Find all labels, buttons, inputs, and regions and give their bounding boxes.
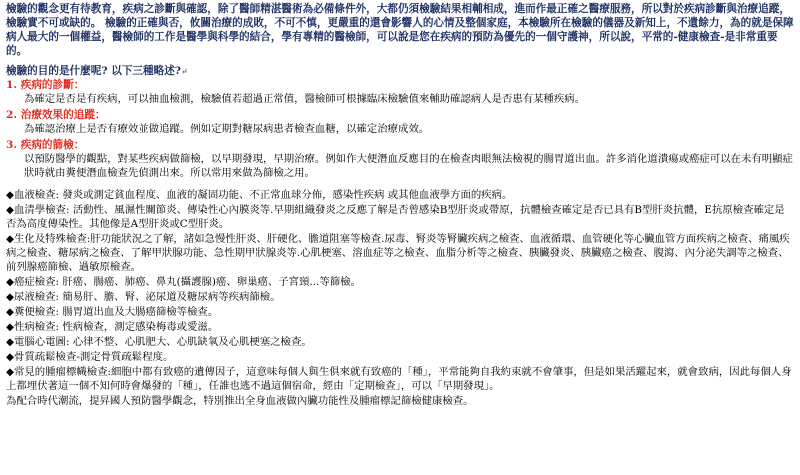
section-1-title-text: 疾病的診斷： (20, 79, 85, 91)
bullet-tumor-marker-test: ◆常見的腫瘤標幟檢查:細胞中都有致癌的遺傳因子，這意味每個人與生俱來就有致癌的「種」，平常能夠自我約束就不會肇事，但是如果活躍起來，就會致病，因此每個人身上都埋伏著這一個不知何時會爆發的「種」，任誰也逃不過這個宿命，經由「定期檢查」，可以「早期發現」。 (6, 366, 792, 392)
bullet-stool-test: ◆糞便檢查: 腸胃道出血及大腸癌篩檢等檢查。 (6, 306, 219, 318)
bullet-blood-test: ◆血液檢查: 發炎或測定貧血程度、血液的凝固功能、不正常血球分佈，感染性疾病 或其他血液學方面的疾病。 (6, 189, 513, 201)
section-1-body: 為確定是否是有疾病，可以抽血檢測，檢驗值若超過正常值，醫檢師可根據臨床檢驗值來輔助確認病人是否患有某種疾病。 (24, 93, 586, 105)
bullet-ecg-test: ◆電腦心電圖: 心律不整、心肌肥大、心肌缺氧及心肌梗塞之檢查。 (6, 336, 312, 348)
closing-paragraph: 為配合時代潮流，提昇國人預防醫學觀念，特別推出全身血液做內臟功能性及腫瘤標記篩檢健康檢查。 (6, 395, 474, 407)
section-2-title-text: 治療效果的追蹤： (20, 109, 106, 121)
bullet-serology-test: ◆血清學檢查: 活動性、風濕性關節炎、傳染性心內膜炎等.早期組織發炎之反應了解是否曾感染B型肝炎或帶原，抗體檢查確定是否已具有B型肝炎抗體，E抗原檢查確定是否為高度傳染性。其他像是A型肝炎或C型肝炎。 (6, 204, 785, 230)
section-3-body: 以預防醫學的觀點，對某些疾病做篩檢，以早期發現，早期治療。例如作大便潛血反應目的在檢查肉眼無法檢視的腸胃道出血。許多消化道潰瘍或癌症可以在未有明顯症狀時就由糞便潛血檢查先偵測出來。所以常用來做為篩檢之用。 (24, 153, 793, 179)
section-2-title (6, 108, 794, 122)
return-mark: ↵ (181, 66, 188, 76)
section-1-title (6, 78, 794, 92)
intro-paragraph: 檢驗的觀念更有待教育，疾病之診斷與確認，除了醫師精湛醫術為必備條件外，大都仍須檢驗結果相輔相成，進而作最正確之醫療服務，所以對於疾病診斷與治療追蹤，檢驗實不可或缺的。 檢驗的正確與否，攸關治療的成敗，不可不慎，更嚴重的還會影響人的心情及整個家庭，本檢驗所在檢驗的儀器及新知上，不遺餘力，為的就是保障病人最大的一個權益，醫檢師的工作是醫學與科學的結合，學有專精的醫檢師，可以說是您在疾病的預防為優先的一個守護神，所以說，平常的-健康檢查-是非常重要的。 (6, 3, 794, 57)
bullet-bone-density-test: ◆骨質疏鬆檢查-測定骨質疏鬆程度。 (6, 351, 174, 363)
bullet-cancer-test: ◆癌症檢查: 肝癌、腸癌、肺癌、鼻丸(攝護腺)癌、卵巢癌、子宮頸...等篩檢。 (6, 276, 361, 288)
section-1-number: 1. (6, 79, 21, 91)
section-2-number: 2. (6, 109, 21, 121)
section-3-number: 3. (6, 139, 21, 151)
question-heading (6, 64, 794, 78)
bullet-biochem-test: ◆生化及特殊檢查:肝功能狀況之了解，諸如急慢性肝炎、肝硬化、膽道阻塞等檢查.尿毒、腎炎等腎臟疾病之檢查、血液循環、血管硬化等心臟血管方面疾病之檢查、痛風疾病之檢查、糖尿病之檢查、了解甲狀腺功能、急性期甲狀腺炎等.心肌梗塞、溶血症等之檢查、血脂分析等之檢查、胰臟發炎、胰臟癌之檢查、腹瀉、內分泌失調等之檢查、前列腺癌篩檢、過敏原檢查。 (6, 233, 790, 273)
section-3-title-text: 疾病的篩檢： (20, 139, 85, 151)
section-2-body: 為確認治療上是否有療效並做追蹤。例如定期對糖尿病患者檢查血糖，以確定治療成效。 (24, 123, 430, 135)
bullet-urine-test: ◆尿液檢查: 簡易肝、膽、腎、泌尿道及糖尿病等疾病篩檢。 (6, 291, 281, 303)
section-3-title (6, 138, 794, 152)
question-text: 檢驗的目的是什麼呢? 以下三種略述? (6, 65, 182, 77)
bullet-std-test: ◆性病檢查: 性病檢查，測定感染梅毒或愛滋。 (6, 321, 219, 333)
